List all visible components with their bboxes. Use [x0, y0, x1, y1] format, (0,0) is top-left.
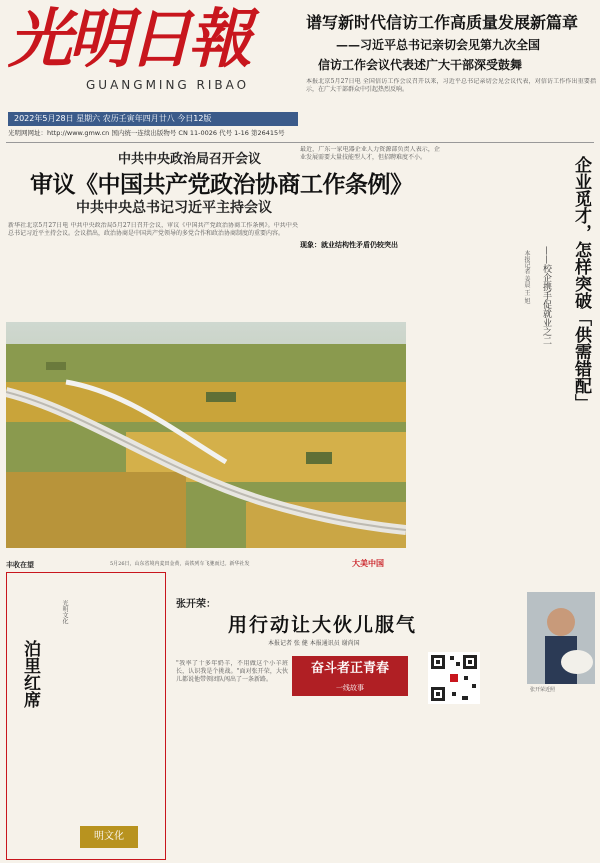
- portrait-photo: [527, 592, 595, 684]
- info-bar: 光明网网址：http://www.gmw.cn 国内统一连续出版物号 CN 11-0026 代号 1-16 第26415号: [8, 129, 285, 137]
- essay-title[interactable]: 泊里红席: [20, 640, 40, 708]
- portrait-caption: 张开荣近照: [530, 687, 556, 693]
- top-story-headline[interactable]: 谱写新时代信访工作高质量发展新篇章: [306, 13, 579, 32]
- essay-column: 光明文化: [61, 600, 68, 624]
- lead-title[interactable]: 审议《中国共产党政治协商工作条例》: [30, 171, 413, 198]
- lead-subtitle: 中共中央总书记习近平主持会议: [76, 200, 272, 216]
- banner-title: 奋斗者正青春: [310, 661, 389, 676]
- feature-body: "我率了十多年奶羊，不用做这个小羊班长，认识我是个挑战。"面对张开荣，大伙儿都说他带领团队闯出了一条新路。: [176, 660, 288, 683]
- photo-caption: 丰收在望: [6, 560, 34, 569]
- side-authors: 本报记者 姜晨 王 旭: [523, 250, 530, 304]
- qr-code[interactable]: [428, 652, 480, 704]
- lead-kicker: 中共中央政治局召开会议: [118, 152, 262, 167]
- side-title-box: [566, 156, 598, 456]
- top-story-body: 本报北京5月27日电 全国信访工作会议召开以来，习近平总书记亲切会见会议代表，对信访工作作出重要指示，在广大干部群众中引起热烈反响。: [306, 78, 596, 93]
- feature-byline: 本报记者 张 健 本报通讯员 谢尚国: [268, 640, 360, 647]
- feature-title[interactable]: 用行动让大伙儿服气: [228, 614, 418, 636]
- top-story-sub1: ——习近平总书记亲切会见第九次全国: [336, 38, 541, 52]
- masthead-pinyin: GUANGMING RIBAO: [86, 78, 250, 92]
- banner-sub: 一线故事: [336, 684, 364, 692]
- masthead-logo: 光明日報: [8, 2, 248, 77]
- date-bar: 2022年5月28日 星期六 农历壬寅年四月廿八 今日12版: [8, 112, 298, 126]
- side-body: 最近，广东一家电器企业人力资源部负责人表示，企业发展需要大量技能型人才，但招聘难度不小。: [300, 146, 440, 161]
- lead-body: 新华社北京5月27日电 中共中央政治局5月27日召开会议，审议《中国共产党政治协商工作条例》。中共中央总书记习近平主持会议。会议指出，政治协商是中国共产党领导的多党合作和政治协商制度的重要内容。: [8, 222, 298, 237]
- photo-badge: 大美中国: [352, 558, 384, 568]
- photo-description: 5月26日，山东省境内麦田金黄，高铁列车飞驰而过。新华社发: [110, 561, 250, 567]
- side-section-heading: 现象：就业结构性矛盾仍较突出: [300, 240, 398, 249]
- feature-kicker: 张开荣：: [176, 599, 216, 610]
- side-series: ——校企携手促就业之二: [541, 246, 551, 345]
- top-story-sub2: 信访工作会议代表述广大干部深受鼓舞: [318, 58, 523, 72]
- photo-train-fields: [6, 322, 406, 548]
- rule: [6, 142, 594, 143]
- side-title[interactable]: 企业觅才，怎样突破「供需错配」: [571, 156, 591, 411]
- feature-banner: [292, 656, 408, 696]
- essay-column-badge: 明文化: [80, 826, 138, 848]
